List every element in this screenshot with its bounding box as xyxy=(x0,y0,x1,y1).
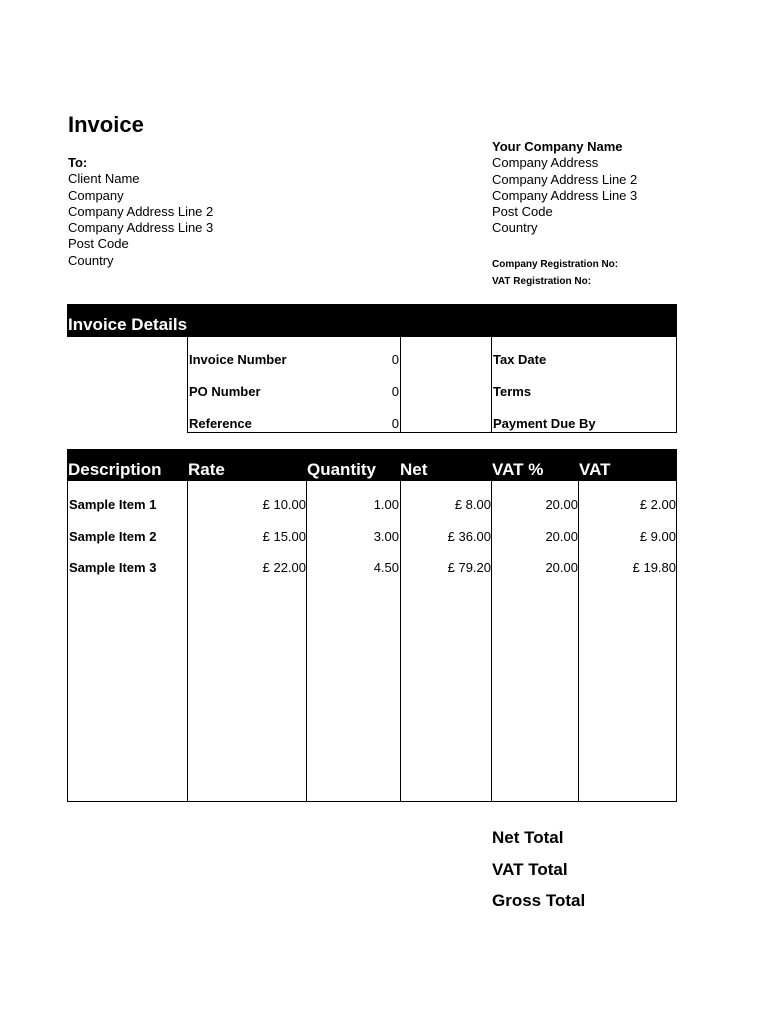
item-rate: £ 10.00 xyxy=(262,497,306,512)
item-vat-percent: 20.00 xyxy=(545,497,578,512)
col-net: Net xyxy=(400,460,428,479)
gross-total-label: Gross Total xyxy=(492,891,586,910)
item-rate: £ 22.00 xyxy=(262,560,306,575)
item-vat-percent: 20.00 xyxy=(545,560,578,575)
client-address-block xyxy=(68,155,213,269)
item-description: Sample Item 1 xyxy=(69,497,157,512)
item-net: £ 79.20 xyxy=(447,560,491,575)
client-country: Country xyxy=(68,252,114,268)
tax-date-label: Tax Date xyxy=(493,352,547,367)
col-vat: VAT xyxy=(579,460,611,479)
col-quantity: Quantity xyxy=(307,460,376,479)
company-address-line-3: Company Address Line 3 xyxy=(492,187,638,203)
client-address-line-2: Company Address Line 2 xyxy=(68,203,214,219)
invoice-number-value: 0 xyxy=(391,352,399,367)
invoice-details-title: Invoice Details xyxy=(68,315,188,334)
po-number-label: PO Number xyxy=(189,384,261,399)
items-table-body xyxy=(67,481,677,802)
vat-registration-label: VAT Registration No: xyxy=(492,276,592,287)
client-address-line-3: Company Address Line 3 xyxy=(68,220,214,236)
reference-label: Reference xyxy=(189,416,252,431)
col-description: Description xyxy=(68,460,162,479)
items-table-header xyxy=(67,449,677,481)
to-label: To: xyxy=(68,155,88,170)
item-description: Sample Item 3 xyxy=(69,560,157,575)
item-vat: £ 19.80 xyxy=(632,560,676,575)
terms-label: Terms xyxy=(493,384,532,399)
vat-total-label: VAT Total xyxy=(492,860,568,879)
company-address-block xyxy=(492,139,637,237)
item-quantity: 1.00 xyxy=(373,497,399,512)
client-post-code: Post Code xyxy=(68,236,129,252)
net-total-label: Net Total xyxy=(492,828,564,847)
client-name: Client Name xyxy=(68,171,140,187)
company-post-code: Post Code xyxy=(492,204,553,220)
item-net: £ 8.00 xyxy=(454,497,491,512)
invoice-title: Invoice xyxy=(68,112,144,137)
item-vat: £ 9.00 xyxy=(639,529,676,544)
company-address-line-2: Company Address Line 2 xyxy=(492,171,638,187)
item-vat: £ 2.00 xyxy=(639,497,676,512)
company-registration-label: Company Registration No: xyxy=(492,259,619,270)
payment-due-label: Payment Due By xyxy=(493,416,596,431)
col-rate: Rate xyxy=(188,460,225,479)
client-company: Company xyxy=(68,187,124,203)
invoice-details-table xyxy=(187,337,677,433)
company-country: Country xyxy=(492,220,538,236)
company-address: Company Address xyxy=(492,155,599,171)
item-rate: £ 15.00 xyxy=(262,529,306,544)
reference-value: 0 xyxy=(391,416,399,431)
item-description: Sample Item 2 xyxy=(69,529,157,544)
invoice-number-label: Invoice Number xyxy=(189,352,287,367)
invoice-details-header xyxy=(67,304,677,337)
company-name: Your Company Name xyxy=(492,139,623,154)
item-vat-percent: 20.00 xyxy=(545,529,578,544)
col-vat-percent: VAT % xyxy=(492,460,544,479)
item-quantity: 3.00 xyxy=(373,529,399,544)
item-quantity: 4.50 xyxy=(373,560,399,575)
item-net: £ 36.00 xyxy=(447,529,491,544)
po-number-value: 0 xyxy=(391,384,399,399)
